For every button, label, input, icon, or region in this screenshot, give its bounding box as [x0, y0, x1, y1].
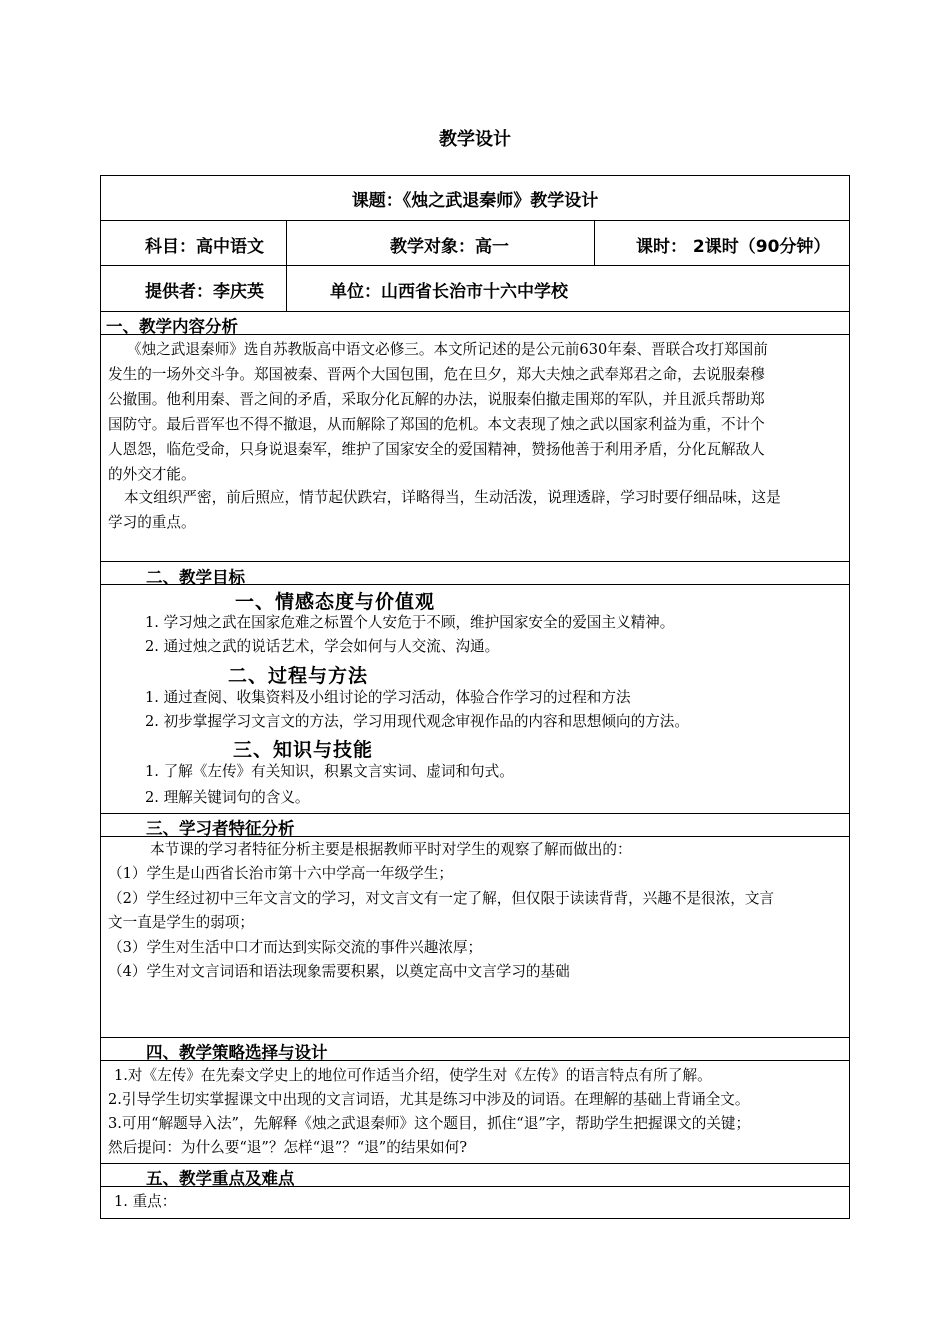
- section-heading-content-analysis: 一、教学内容分析: [106, 317, 238, 336]
- paragraph-line: 3.可用“解题导入法”，先解释《烛之武退秦师》这个题目，抓住“退”字，帮助学生把握课文的关键；: [108, 1115, 751, 1132]
- paragraph-line: 学习的重点。: [108, 514, 196, 531]
- objective-group-title: 二、过程与方法: [228, 665, 369, 687]
- subject-cell: 科目：高中语文: [145, 237, 264, 257]
- paragraph-line: 本节课的学习者特征分析主要是根据教师平时对学生的观察了解而做出的：: [150, 841, 632, 858]
- paragraph-line: （1）学生是山西省长治市第十六中学高一年级学生；: [108, 865, 453, 882]
- paragraph-line: 1.对《左传》在先秦文学史上的地位可作适当介绍，使学生对《左传》的语言特点有所了解。: [114, 1067, 712, 1084]
- audience-cell: 教学对象：高一: [390, 237, 509, 257]
- objective-item: 1. 学习烛之武在国家危难之标置个人安危于不顾，维护国家安全的爱国主义精神。: [145, 614, 675, 631]
- paragraph-line: 国防守。最后晋军也不得不撤退，从而解除了郑国的危机。本文表现了烛之武以国家利益为重，不计个: [108, 416, 765, 433]
- paragraph-line: 公撤围。他利用秦、晋之间的矛盾，采取分化瓦解的办法，说服秦伯撤走围郑的军队，并且派兵帮助郑: [108, 391, 765, 408]
- objective-item: 2. 初步掌握学习文言文的方法，学习用现代观念审视作品的内容和思想倾向的方法。: [145, 713, 689, 730]
- paragraph-line: 文一直是学生的弱项；: [108, 914, 254, 931]
- section-heading-key-points: 五、教学重点及难点: [146, 1169, 295, 1188]
- lesson-title: 课题：《烛之武退秦师》教学设计: [351, 191, 599, 211]
- objective-group-title: 三、知识与技能: [233, 739, 374, 761]
- table-column-divider: [286, 220, 287, 311]
- paragraph-line: 2.引导学生切实掌握课文中出现的文言词语，尤其是练习中涉及的词语。在理解的基础上背诵全文。: [108, 1091, 750, 1108]
- table-column-divider: [594, 220, 595, 265]
- objective-item: 1. 通过查阅、收集资料及小组讨论的学习活动，体验合作学习的过程和方法: [145, 689, 631, 706]
- section-heading-learners: 三、学习者特征分析: [146, 819, 295, 838]
- table-divider: [100, 265, 850, 266]
- paragraph-line: 《烛之武退秦师》选自苏教版高中语文必修三。本文所记述的是公元前630年秦、晋联合攻打郑国前: [127, 341, 768, 358]
- table-divider: [100, 220, 850, 221]
- objective-group-title: 一、情感态度与价值观: [235, 591, 436, 613]
- provider-cell: 提供者：李庆英: [145, 282, 264, 302]
- duration-cell: 课时： 2课时（90分钟）: [636, 237, 831, 257]
- paragraph-line: 人恩怨，临危受命，只身说退秦军，维护了国家安全的爱国精神，赞扬他善于利用矛盾，分化瓦解敌人: [108, 441, 765, 458]
- objective-item: 2. 通过烛之武的说话艺术，学会如何与人交流、沟通。: [145, 638, 500, 655]
- paragraph-line: 本文组织严密，前后照应，情节起伏跌宕，详略得当，生动活泼，说理透辟，学习时要仔细品味，这是: [124, 489, 781, 506]
- paragraph-line: （4）学生对文言词语和语法现象需要积累，以奠定高中文言学习的基础: [108, 963, 570, 980]
- paragraph-line: 然后提问：为什么要“退”？怎样“退”？“退”的结果如何?: [108, 1139, 468, 1156]
- unit-cell: 单位：山西省长治市十六中学校: [330, 282, 568, 302]
- paragraph-line: 1. 重点：: [114, 1193, 177, 1210]
- paragraph-line: 的外交才能。: [108, 466, 196, 483]
- objective-item: 1. 了解《左传》有关知识，积累文言实词、虚词和句式。: [145, 763, 514, 780]
- paragraph-line: （3）学生对生活中口才而达到实际交流的事件兴趣浓厚；: [108, 939, 483, 956]
- document-title: 教学设计: [439, 129, 511, 150]
- paragraph-line: 发生的一场外交斗争。郑国被秦、晋两个大国包围，危在旦夕，郑大夫烛之武奉郑君之命，去说服秦穆: [108, 366, 765, 383]
- table-divider: [100, 1163, 850, 1164]
- table-divider: [100, 311, 850, 312]
- table-divider: [100, 561, 850, 562]
- section-heading-strategy: 四、教学策略选择与设计: [146, 1043, 328, 1062]
- table-divider: [100, 813, 850, 814]
- paragraph-line: （2）学生经过初中三年文言文的学习，对文言文有一定了解，但仅限于读读背背，兴趣不是很浓，文言: [108, 890, 775, 907]
- table-divider: [100, 1037, 850, 1038]
- section-heading-objectives: 二、教学目标: [146, 568, 245, 587]
- objective-item: 2. 理解关键词句的含义。: [145, 789, 310, 806]
